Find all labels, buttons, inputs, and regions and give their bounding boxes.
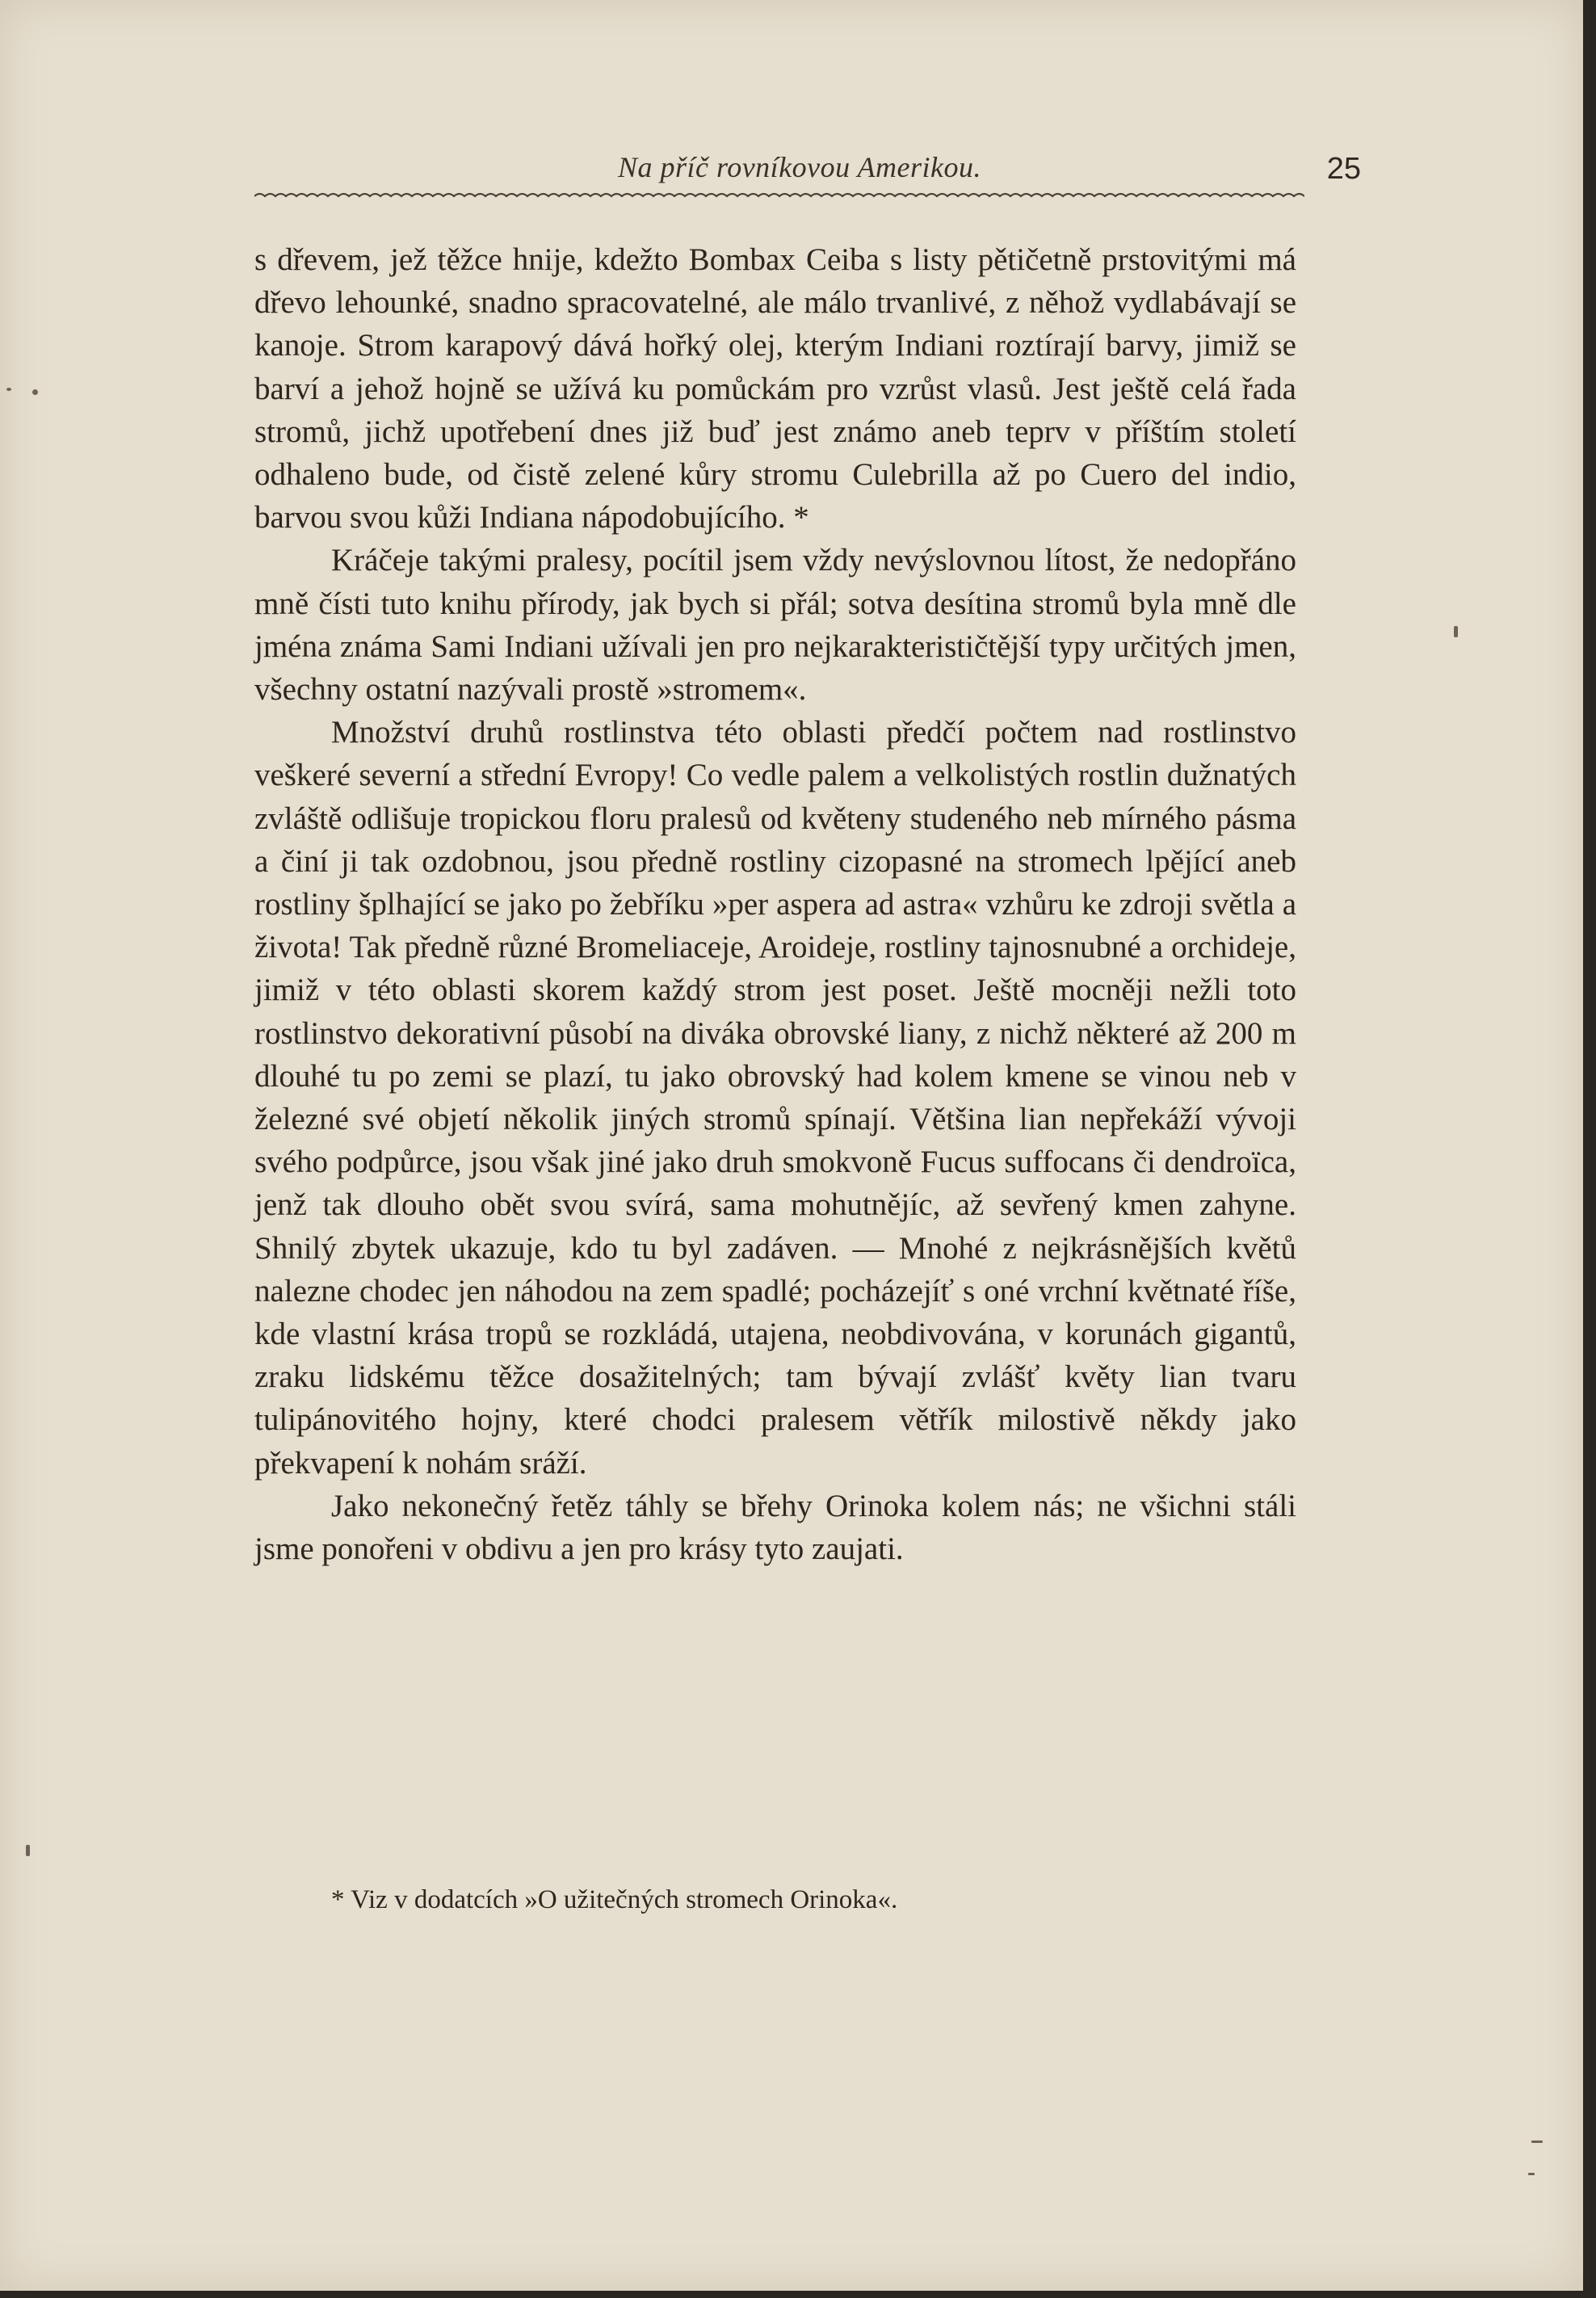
paragraph-3: Množství druhů rostlinstva této oblasti předčí počtem nad rostlinstvo veškeré severní a střední Evropy! Co vedle palem a velkolistých rostlin dužnatých zvláště odlišuje tropickou floru pralesů od květeny studeného neb mírného pásma a činí ji tak ozdobnou, jsou předně rostliny cizopasné na stromech lpějící aneb rostliny šplhající se jako po žebříku »per aspera ad astra« vzhůru ke zdroji světla a života! Tak předně různé Bromeliaceje, Aroideje, rostliny tajnosnubné a orchideje, jimiž v této oblasti skorem každý strom jest poset. Ještě mocněji nežli toto rostlinstvo dekorativní působí na diváka obrovské liany, z nichž některé až 200 m dlouhé tu po zemi se plazí, tu jako obrovský had kolem kmene se vinou neb v železné své objetí několik jiných stromů spínají. Většina lian nepřekáží vývoji svého podpůrce, jsou však jiné jako druh smokvoně Fucus suffocans či dendroïca, jenž tak dlouho obět svou svírá, sama mohutnějíc, až sevřený kmen zahyne. Shnilý zbytek ukazuje, kdo tu byl zadáven. — Mnohé z nejkrásnějších květů nalezne chodec jen náhodou na zem spadlé; pocházejíť s oné vrchní květnaté říše, kde vlastní krása tropů se rozkládá, utajena, neobdivována, v korunách gigantů, zraku lidskému těžce dosažitelných; tam bývají zvlášť květy lian tvaru tulipánovitého hojny, které chodci pralesem větřík milostivě někdy jako překvapení k nohám sráží. <box>254 715 1296 1481</box>
paragraph-2: Kráčeje takými pralesy, pocítil jsem vždy nevýslovnou lítost, že nedopřáno mně čísti tuto knihu přírody, jak bych si přál; sotva desítina stromů byla mně dle jména známa Sami Indiani užívali jen pro nejkarakterističtější typy určitých jmen, všechny ostatní nazývali prostě »stromem«. <box>254 543 1296 708</box>
running-title: Na příč rovníkovou Amerikou. <box>618 151 981 183</box>
scan-edge-right <box>1583 0 1596 2298</box>
ornamental-rule <box>254 191 1304 202</box>
margin-speck <box>1454 626 1458 637</box>
footnote: * Viz v dodatcích »O užitečných stromech Orinoka«. <box>331 1885 898 1914</box>
paragraph-4: Jako nekonečný řetěz táhly se břehy Orinoka kolem nás; ne všichni stáli jsme ponořeni v obdivu a jen pro krásy tyto zaujati. <box>254 1488 1296 1567</box>
page-header <box>254 150 1361 199</box>
margin-speck <box>1528 2173 1535 2175</box>
margin-speck <box>26 1845 30 1856</box>
margin-speck <box>32 389 38 395</box>
body-text <box>254 238 1296 1570</box>
margin-speck <box>1531 2140 1543 2143</box>
paragraph-1: s dřevem, jež těžce hnije, kdežto Bombax Ceiba s listy pětičetně prstovitými má dřevo lehounké, snadno spracovatelné, ale málo trvanlivé, z něhož vydlabávají se kanoje. Strom karapový dává hořký olej, kterým Indiani roztírají barvy, jimiž se barví a jehož hojně se užívá ku pomůckám pro vzrůst vlasů. Jest ještě celá řada stromů, jichž upotřebení dnes již buď jest známo aneb teprv v příštím století odhaleno bude, od čistě zelené kůry stromu Culebrilla až po Cuero del indio, barvou svou kůži Indiana nápodobujícího. * <box>254 242 1296 536</box>
margin-speck <box>6 388 11 391</box>
page-number: 25 <box>1326 152 1361 186</box>
scan-edge-bottom <box>0 2291 1596 2298</box>
